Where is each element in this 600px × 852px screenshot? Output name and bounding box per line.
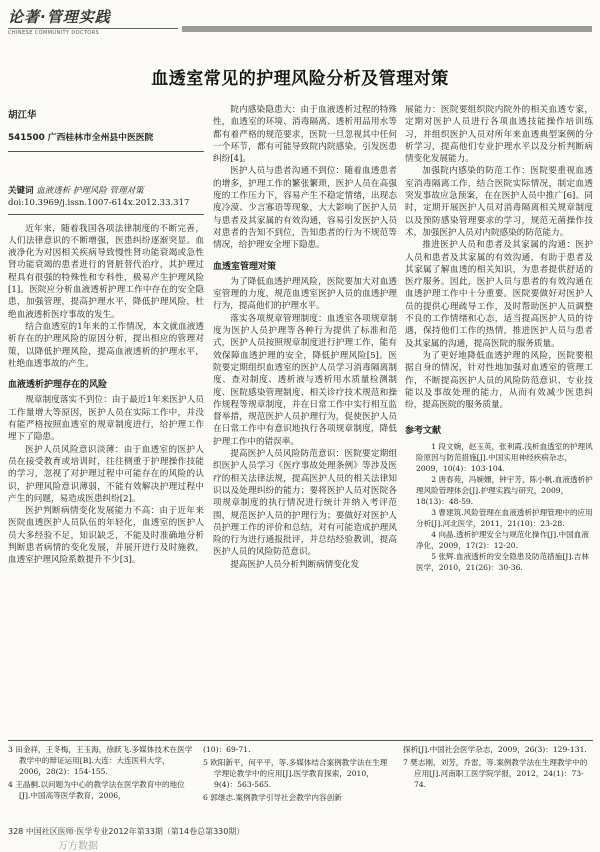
header-bar — [182, 26, 592, 32]
paragraph: 落实各项规章管理制度：血透室各项规章制度为医护人员护理等各种行为提供了标准和范式，医护人员按照规章制度进行护理工作，能有效保障血透护理的安全，降低护理风险[5]。医院要定期组织血透室的医护人员学习消毒隔离制度、查对制度、透析液与透析用水质量检测制度、医院感染管理制度、相关诊疗技术规范和操作规程等规章制度，并在日常工作中实行相互监督举措，规范医护人员护理行为，促使医护人员在日常工作中有意识地执行各项规章制度，降低护理工作中的错误率。 — [213, 313, 397, 447]
reference-item: 3 曹建筑.风险管理在血液透析护理管理中的应用分析[J].河北医学，2011，21(10)：23-28. — [416, 507, 593, 528]
column-3 — [405, 104, 593, 573]
bottom-divider — [8, 740, 593, 741]
paragraph: 加强院内感染的防范工作：医院要重视血透室消毒隔离工作，结合医院实际情况，制定血透突发事故应急预案，在在医护人员中推广[6]。同时，定期开展医护人员对消毒隔离相关规章制度以及预防感染管理要求的学习，规范无菌操作技术，加强医护人员对内院感染的防范能力。 — [405, 166, 593, 238]
keywords-block — [8, 185, 204, 215]
references-heading: 参考文献 — [405, 426, 442, 437]
column-2 — [213, 104, 397, 571]
paragraph: 医护判断病情变化发展能力不高：由于近年来医院血透医护人员队伍的年轻化，血透室的医护人员大多经验不足，知识缺乏，不能及时准确地分析判断患者病情的变化发展，并展开进行及时施救，血透室护理风险系数提升不少[3]。 — [8, 506, 204, 566]
reference-item: 5 欧阳新平，何平平，等.多媒体结合案例教学法在生理学理论教学中的应用[J].医学教育探索，2010，9(4)：563-565. — [203, 758, 388, 789]
journal-english-name: CHINESE COMMUNITY DOCTORS — [8, 28, 178, 36]
watermark: 万方数据 — [58, 841, 98, 852]
page-footer: 328 中国社区医师·医学专业2012年第33期（第14卷总第330期） — [8, 827, 245, 836]
reference-item: 5 张辉.血液透析的安全隐患及防范措施[J].吉林医学，2010，21(26)：30-36. — [416, 551, 589, 572]
paragraph: 提高医护人员风险防范意识：医院要定期组织医护人员学习《医疗事故处理条例》等涉及医疗的相关法律法规，提高医护人员的相关法律知识以及处理纠纷的能力；要将医护人员对医院各项规章制度的执行情况进行统计并纳入考评范围，规范医护人员的护理行为；要做好对医护人员护理工作的评价和总结，对有可能造成护理风险的行为进行通报批评，并总结经验教训，提高医护人员的风险防范意识。 — [213, 449, 397, 558]
prev-article-refs-col-2 — [203, 744, 393, 805]
reference-item: (10)：69-71. — [203, 745, 251, 754]
paragraph: 为了降低血透护理风险，医院要加大对血透室管理的力度，规范血透室医护人员的血透护理行为，提高他们的护理水平。 — [213, 276, 397, 312]
paragraph: 院内感染隐患大：由于血液透析过程的特殊性，血透室的环境、消毒隔离、透析用品用水等都有着严格的规范要求，医院一旦忽视其中任何一个环节，都有可能导致院内院感染，引发医患纠纷[4]。 — [213, 105, 397, 165]
paragraph: 为了更好地降低血透护理的风险，医院要根据自身的情况，针对性地加强对血透室的管理工作，不断提高医护人员的风险防范意识、专业技能以及事故处理的能力，从而有效减少医患纠纷，提高医院的服务质量。 — [405, 350, 593, 411]
paragraph: 展能力：医院要组织院内院外的相关血透专家，定期对医护人员进行各项血透技能操作培训练习，并组织医护人员对所年来血透典型案例的分析学习，提高他们专业护理水平以及分析判断病情变化发展能力。 — [405, 105, 593, 165]
article-title: 血透室常见的护理风险分析及管理对策 — [151, 69, 449, 89]
reference-item: 4 向晶.透析护理安全与规范化操作[J].中国血液净化，2009，17(2)：12-20. — [416, 529, 589, 550]
section-heading: 血液透析护理存在的风险 — [8, 380, 108, 391]
paragraph: 医护人员风险意识淡薄：由于血透室的医护人员在接受教育或培训时，往往侧重于护理操作技能的学习，忽视了对护理过程中可能存在的风险的认识，护理风险意识薄弱，不能有效解决护理过程中产生的问题，易造成医患纠纷[2]。 — [8, 444, 204, 504]
reference-item: 7 樊志刚，刘芳，乔雷，等.案例教学法在生理教学中的应用[J].河南职工医学院学报，2012，24(1)：73-74. — [403, 758, 588, 789]
paragraph: 医护人员与患者沟通不到位：随着血透患者的增多，护理工作的繁张繁琐，医护人员在高强度的工作压力下，容易产生不稳定情绪，出现态度冷漠、少言寡语等现象，大大影响了医护人员与患者及其家属的有效沟通，容易引发医护人员对患者的告知不到位，告知患者的行为不规范等情况，给护理安全埋下隐患。 — [213, 166, 397, 251]
paragraph: 推进医护人员和患者及其家属的沟通：医护人员和患者及其家属的有效沟通，有助于患者及其家属了解血透的相关知识，为患者提供舒适的医疗服务。因此，医护人员与患者的有效沟通在血透护理工作中十分重要。医院要做好对医护人员的提供心理疏导工作，及时帮助医护人员调整不良的工作情绪和心态，适当提高医护人员的待遇，保持他们工作的热情，推进医护人员与患者及其家属的沟通，提高医院的服务质量。 — [405, 240, 593, 349]
reference-item: 4 王晶桐.以问题为中心的教学法在医学教育中的地位[J].中国高等医学教育，2006， — [8, 780, 185, 800]
affiliation: 541500 广西桂林市全州县中医医院 — [8, 132, 204, 151]
prev-article-refs-col-1 — [8, 744, 193, 803]
reference-item: 探析[J].中国社会医学杂志，2009，26(3)：129-131. — [403, 745, 587, 754]
reference-item: 2 唐春苑，冯婉姗，钟宇芳，陈小帆.血液透析护理风险管理体会[J].护理实践与研究，2009，18(13)：48-59. — [416, 474, 593, 506]
paragraph: 近年来，随着我国各项法律制度的不断完善，人们法律意识的不断增强，医患纠纷逐渐突显。血液净化为对因相关疾病导致慢性肾功能衰竭或急性肾功能衰竭的患者进行的肾脏替代治疗，其护理过程具有很强的特殊性和专科性，极易产生护理风险[1]。医院应分析血液透析护理工作中存在的安全隐患，加强管理，提高护理水平，降低护理风险，杜绝血液透析医疗事故的发生。 — [8, 223, 204, 320]
paragraph: 提高医护人员分析判断病情变化发 — [230, 559, 360, 570]
author: 胡江华 — [8, 110, 37, 121]
masthead — [8, 6, 178, 46]
reference-item: 1 段文婉，赵玉英，张利霞.浅析血透室的护理风险原因与防范措施[J].中国实用神经疾病杂志，2009，10(4)：103-104. — [416, 441, 593, 473]
doi: doi:10.3969/j.issn.1007-614x.2012.33.317 — [8, 197, 190, 208]
prev-article-refs-col-3 — [403, 744, 593, 792]
keywords-terms: 血液透析 护理风险 管理对策 — [36, 185, 144, 196]
section-label: 论著·管理实践 — [8, 8, 111, 26]
reference-item: 6 郭继志.案例教学引导社会教学内容创新 — [203, 793, 342, 802]
keywords-label: 关键词 — [8, 185, 34, 196]
section-heading: 血透室管理对策 — [213, 261, 277, 272]
reference-item: 3 田金祥，王冬梅，王玉海，徐跃飞.多媒体技术在医学教学中的辩证运用[B].大连：大连医科大学，2006，28(2)：154-155. — [8, 745, 193, 776]
paragraph: 规章制度落实不到位：由于最近1年来医护人员工作量增大等原因，医护人员在实际工作中，并没有能严格按照血透室的规章制度进行，给护理工作埋下了隐患。 — [8, 395, 204, 443]
paragraph: 结合血透室的1年来的工作情况，本文就血液透析存在的护理风险的原因分析，提出相应的管理对策，以降低护理风险，提高血液透析的护理水平，杜绝血透事故的产生。 — [8, 321, 204, 369]
column-1 — [8, 110, 204, 567]
